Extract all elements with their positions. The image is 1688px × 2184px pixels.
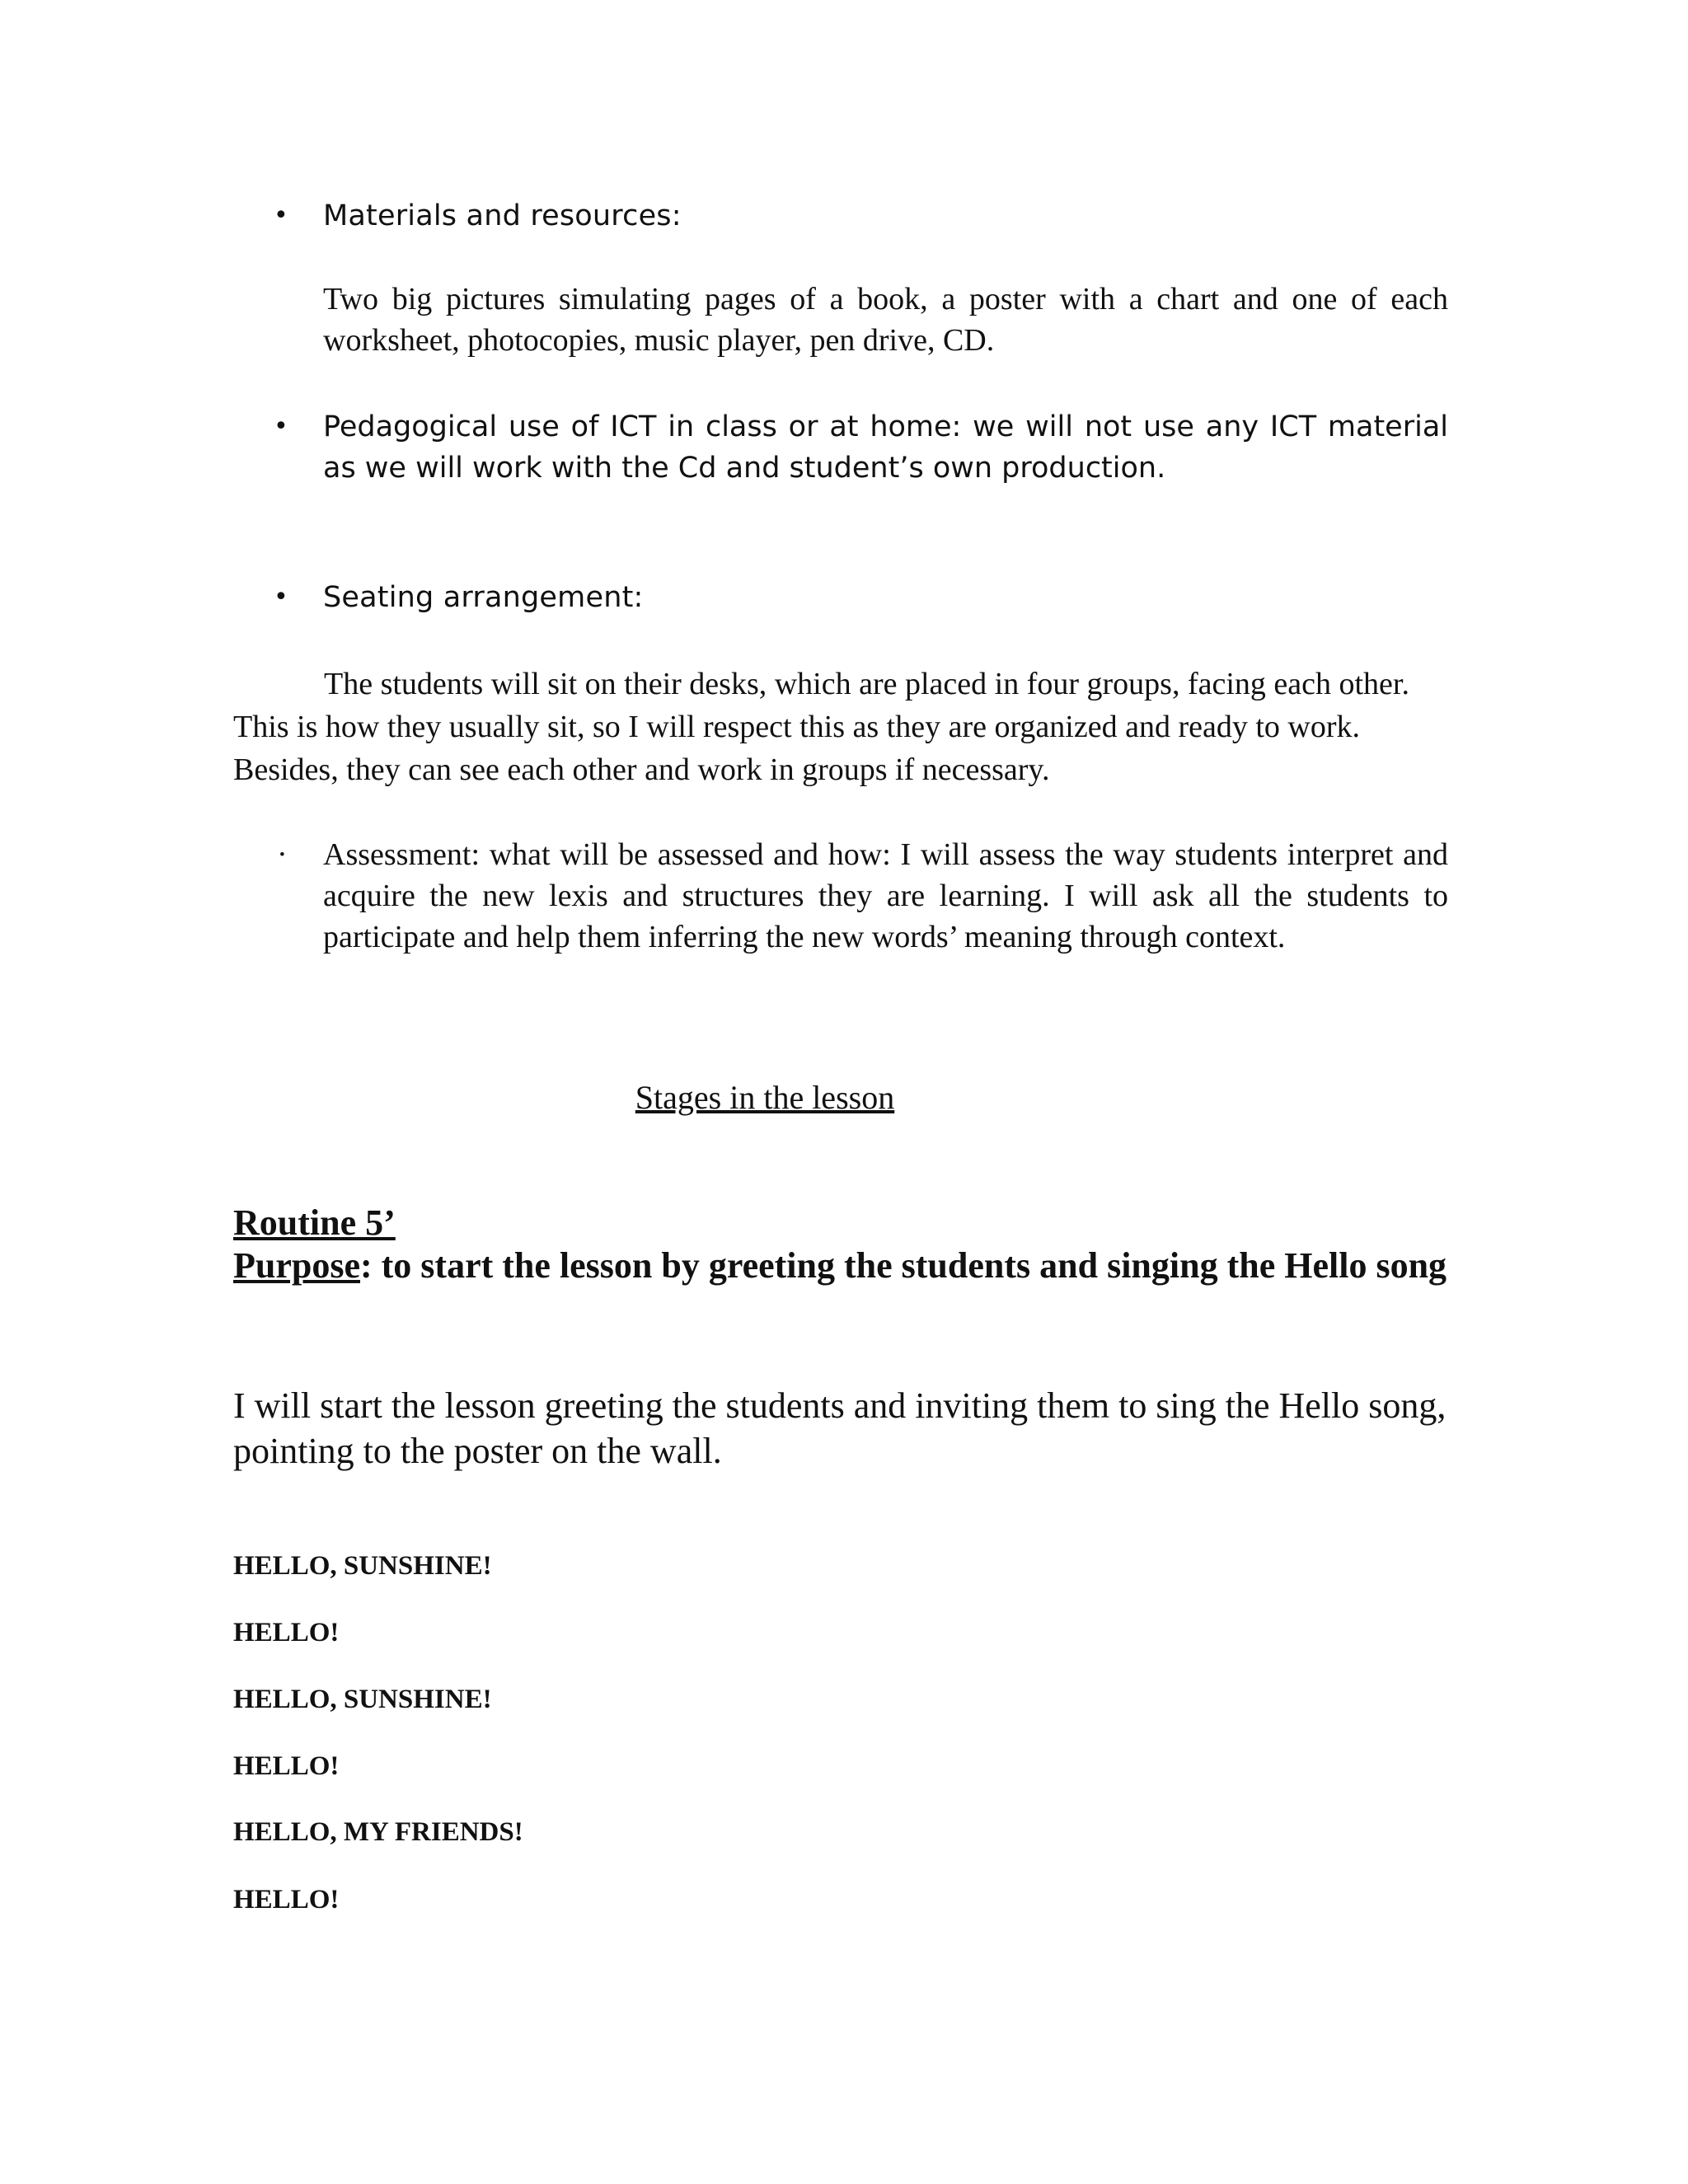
song-line: HELLO!	[233, 1751, 340, 1781]
seating-body	[233, 663, 1449, 791]
bullet-marker: •	[274, 583, 288, 612]
bullet-marker: •	[274, 201, 288, 230]
routine-heading	[233, 1202, 1453, 1287]
song-line: HELLO!	[233, 1885, 340, 1915]
routine-title: Routine 5’	[233, 1202, 396, 1243]
song-line: HELLO, SUNSHINE!	[233, 1551, 492, 1581]
routine-purpose	[233, 1244, 1453, 1287]
section-title: Stages in the lesson	[635, 1079, 895, 1116]
materials-body: Two big pictures simulating pages of a book, a poster with a chart and one of each worksheet, photocopies, music player, pen drive, CD.	[323, 282, 1448, 358]
song-line: HELLO, SUNSHINE!	[233, 1685, 492, 1714]
purpose-label: Purpose	[233, 1245, 360, 1286]
seating-label: Seating arrangement:	[323, 581, 644, 614]
assessment-text: Assessment: what will be assessed and how: I will assess the way students interpret and acquire the new lexis and structures they are learning. I will ask all the students to participate and help them inferring the new words’ meaning through context.	[323, 837, 1448, 954]
bullet-marker: •	[274, 412, 288, 441]
ict-text: Pedagogical use of ICT in class or at home: we will not use any ICT material as we will work with the Cd and student’s own production.	[323, 410, 1448, 485]
song-line: HELLO!	[233, 1618, 340, 1647]
purpose-text: : to start the lesson by greeting the students and singing the Hello song	[360, 1245, 1447, 1286]
song-line: HELLO, MY FRIENDS!	[233, 1817, 523, 1847]
materials-label: Materials and resources:	[323, 199, 682, 232]
routine-intro: I will start the lesson greeting the students and inviting them to sing the Hello song, pointing to the poster on the wall.	[233, 1385, 1447, 1471]
bullet-marker: ·	[277, 837, 288, 872]
seating-body-text: The students will sit on their desks, which are placed in four groups, facing each other. This is how they usually sit, so I will respect this as they are organized and ready to work. Besides, they can see each other and work in groups if necessary.	[233, 667, 1409, 787]
